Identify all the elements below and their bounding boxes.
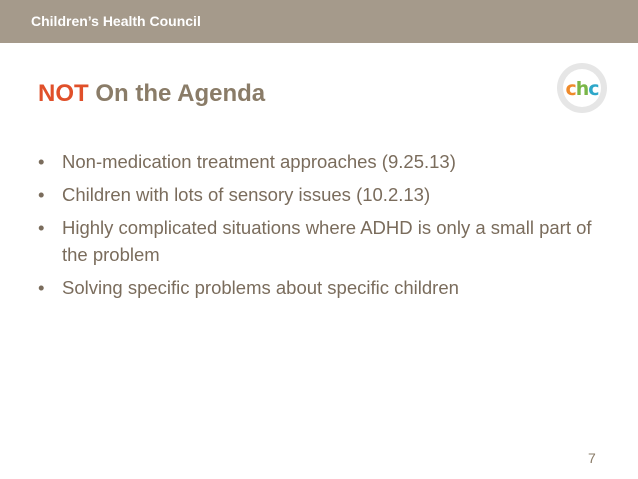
bullet-text: Non-medication treatment approaches (9.25.13) — [62, 151, 456, 172]
bullet-text: Children with lots of sensory issues (10.2.13) — [62, 184, 431, 205]
bullet-dot: • — [38, 277, 45, 298]
chc-logo — [556, 62, 608, 114]
logo-letter-c1: c — [565, 78, 576, 100]
bullet-list — [38, 148, 598, 307]
logo-letter-c2: c — [588, 78, 599, 100]
page-number: 7 — [588, 450, 596, 466]
bullet-dot: • — [38, 217, 45, 238]
logo-letter-h: h — [575, 78, 589, 100]
slide-title — [38, 79, 265, 109]
bullet-text: Highly complicated situations where ADHD is only a small part of the problem — [62, 217, 592, 265]
bullet-item — [38, 181, 598, 208]
bullet-text: Solving specific problems about specific children — [62, 277, 459, 298]
bullet-dot: • — [38, 184, 45, 205]
organization-name: Children’s Health Council — [31, 13, 201, 29]
bullet-item — [38, 148, 598, 175]
bullet-item — [38, 214, 598, 268]
bullet-dot: • — [38, 151, 45, 172]
title-rest: On the Agenda — [88, 80, 266, 107]
bullet-item — [38, 274, 598, 301]
title-accent: NOT — [38, 80, 89, 107]
logo-text — [565, 78, 598, 100]
header-bar — [0, 0, 638, 43]
